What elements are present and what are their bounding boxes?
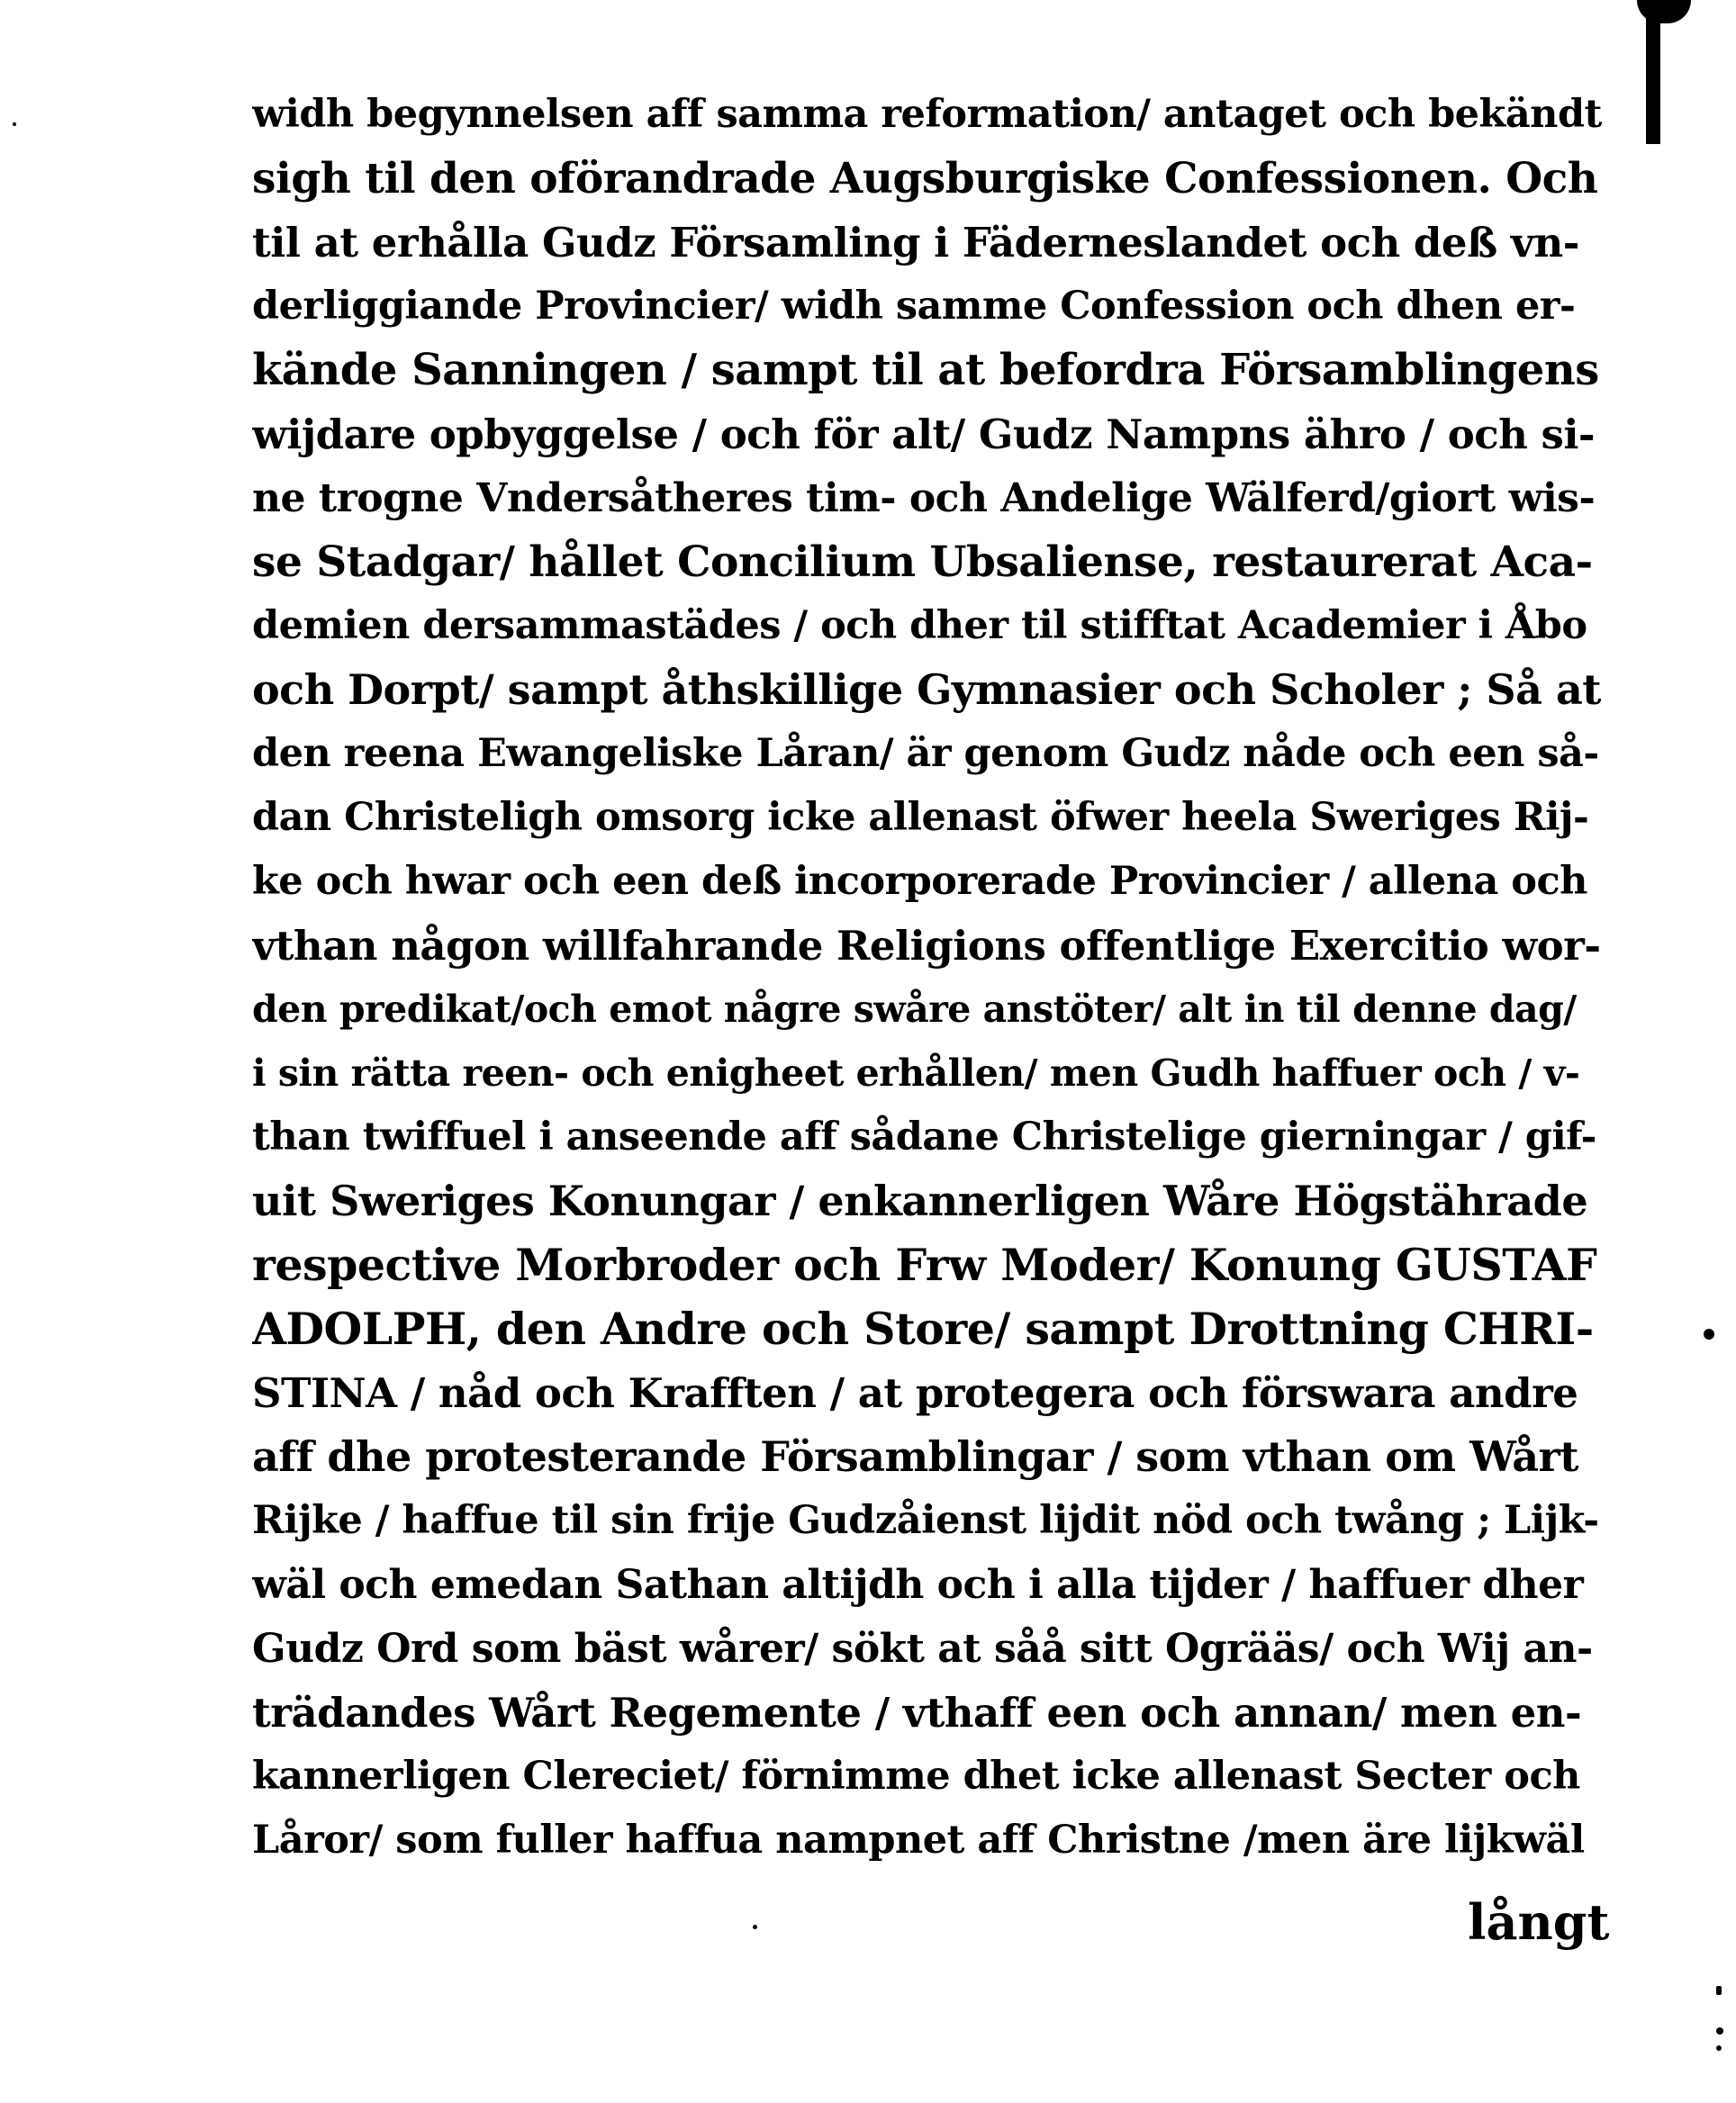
- text-line-28: Låror/ som fuller haffua nampnet aff Christne /men äre lijkwäl: [252, 1818, 1585, 1863]
- text-line-17: than twiffuel i anseende aff sådane Christelige gierningar / gif-: [252, 1115, 1596, 1160]
- ink-spot: [1704, 1329, 1714, 1340]
- text-line-5: kände Sanningen / sampt til at befordra Församblingens: [252, 345, 1599, 395]
- text-line-24: wäl och emedan Sathan altijdh och i alla tijder / haffuer dher: [252, 1562, 1584, 1608]
- text-line-9: demien dersammastädes / och dher til stifftat Academier i Åbo: [252, 603, 1587, 648]
- body-text: [252, 83, 1603, 1873]
- ink-spot: [1716, 1986, 1722, 1995]
- text-line-25: Gudz Ord som bäst wårer/ sökt at såå sitt Ogrääs/ och Wij an-: [252, 1626, 1593, 1672]
- ink-spot: [1716, 2045, 1722, 2051]
- text-line-18: uit Sweriges Konungar / enkannerligen Wåre Högstährade: [252, 1177, 1588, 1225]
- text-line-16: i sin rätta reen- och enigheet erhållen/ men Gudh haffuer och / v-: [252, 1052, 1580, 1095]
- text-line-14: vthan någon willfahrande Religions offentlige Exercitio wor-: [252, 922, 1601, 970]
- text-line-26: trädandes Wårt Regemente / vthaff een och annan/ men en-: [252, 1689, 1582, 1737]
- text-line-23: Rijke / haffue til sin frije Gudzåienst lijdit nöd och twång ; Lijk-: [252, 1498, 1599, 1543]
- text-line-21: STINA / nåd och Krafften / at protegera och förswara andre: [252, 1369, 1578, 1417]
- text-line-19: respective Morbroder och Frw Moder/ Konung GUSTAF: [252, 1239, 1597, 1291]
- text-line-7: ne trogne Vndersåtheres tim- och Andelige Wälferd/giort wis-: [252, 475, 1596, 521]
- text-line-12: dan Christeligh omsorg icke allenast öfwer heela Sweriges Rij-: [252, 795, 1589, 840]
- catchword: långt: [1468, 1893, 1610, 1951]
- text-line-27: kannerligen Clereciet/ förnimme dhet icke allenast Secter och: [252, 1754, 1580, 1799]
- text-line-6: wijdare opbyggelse / och för alt/ Gudz Nampns ähro / och si-: [252, 411, 1596, 458]
- text-line-8: se Stadgar/ hållet Concilium Ubsaliense, restaurerat Aca-: [252, 537, 1593, 587]
- text-line-22: aff dhe protesterande Församblingar / som vthan om Wårt: [252, 1432, 1579, 1481]
- text-line-13: ke och hwar och een deß incorporerade Provincier / allena och: [252, 859, 1587, 904]
- text-line-10: och Dorpt/ sampt åthskillige Gymnasier och Scholer ; Så at: [252, 665, 1602, 714]
- text-line-1: widh begynnelsen aff samma reformation/ antaget och bekändt: [252, 92, 1602, 137]
- text-line-3: til at erhålla Gudz Församling i Fäderneslandet och deß vn-: [252, 219, 1579, 266]
- text-line-11: den reena Ewangeliske Låran/ är genom Gudz nåde och een så-: [252, 731, 1599, 776]
- ink-speck: [753, 1925, 757, 1929]
- text-line-15: den predikat/och emot någre swåre anstöter/ alt in til denne dag/: [252, 988, 1577, 1031]
- text-line-20: ADOLPH, den Andre och Store/ sampt Drottning CHRI-: [252, 1303, 1594, 1355]
- ink-spot: [1716, 2027, 1723, 2035]
- text-line-2: sigh til den oförandrade Augsburgiske Confessionen. Och: [252, 154, 1598, 203]
- binding-mark: [1637, 0, 1691, 23]
- text-line-4: derliggiande Provincier/ widh samme Confession och dhen er-: [252, 284, 1576, 329]
- ink-speck: [13, 122, 16, 126]
